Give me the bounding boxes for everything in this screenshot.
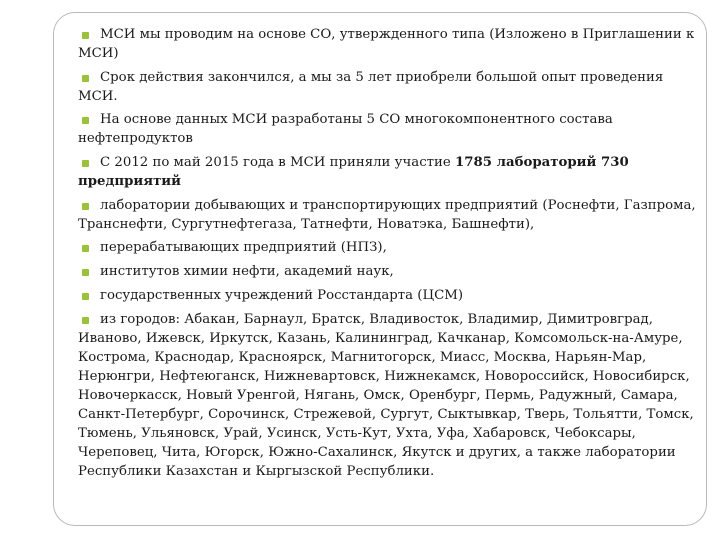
list-item	[78, 68, 698, 106]
list-item	[78, 196, 698, 234]
square-bullet-icon	[82, 245, 89, 252]
square-bullet-icon	[82, 293, 89, 300]
square-bullet-icon	[82, 32, 89, 39]
list-item-text: институтов химии нефти, академий наук,	[100, 264, 394, 280]
list-item	[78, 262, 698, 281]
list-item	[78, 110, 698, 148]
square-bullet-icon	[82, 203, 89, 210]
list-item-text: лаборатории добывающих и транспортирующих предприятий (Роснефти, Газпрома, Транснефти, Сургутнефтегаза, Татнефти, Новатэка, Башнефти),	[78, 197, 696, 232]
list-item-text: На основе данных МСИ разработаны 5 СО многокомпонентного состава нефтепродуктов	[78, 112, 613, 147]
square-bullet-icon	[82, 269, 89, 276]
list-item-text: С 2012 по май 2015 года в МСИ приняли участие	[100, 155, 455, 171]
list-item	[78, 153, 698, 191]
list-item	[78, 310, 698, 481]
list-item-text: из городов: Абакан, Барнаул, Братск, Владивосток, Владимир, Димитровград, Иваново, Ижевск, Иркутск, Казань, Калининград, Качканар, Комсомольск-на-Амуре, Кострома, Краснодар, Красноярск, Магнитогорск, Миасс, Москва, Нарьян-Мар, Нерюнгри, Нефтеюганск, Нижневартовск, Нижнекамск, Новороссийск, Новосибирск, Новочеркасск, Новый Уренгой, Нягань, Омск, Оренбург, Пермь, Радужный, Самара, Санкт-Петербург, Сорочинск, Стрежевой, Сургут, Сыктывкар, Тверь, Тольятти, Томск, Тюмень, Ульяновск, Урай, Усинск, Усть-Кут, Ухта, Уфа, Хабаровск, Чебоксары, Череповец, Чита, Югорск, Южно-Сахалинск, Якутск и других, а также лаборатории Республики Казахстан и Кыргызской Республики.	[78, 311, 694, 479]
list-item-text: Срок действия закончился, а мы за 5 лет приобрели большой опыт проведения МСИ.	[78, 69, 664, 104]
list-item	[78, 25, 698, 63]
bullet-list	[78, 25, 698, 485]
square-bullet-icon	[82, 75, 89, 82]
participants-count: 1785 лабораторий 730 предприятий	[78, 155, 629, 190]
square-bullet-icon	[82, 317, 89, 324]
list-item	[78, 286, 698, 305]
list-item-text: перерабатывающих предприятий (НПЗ),	[100, 240, 387, 256]
list-item-text: государственных учреждений Росстандарта (ЦСМ)	[100, 287, 464, 303]
square-bullet-icon	[82, 117, 89, 124]
square-bullet-icon	[82, 160, 89, 167]
list-item	[78, 238, 698, 257]
list-item-text: МСИ мы проводим на основе СО, утвержденного типа (Изложено в Приглашении к МСИ)	[78, 27, 695, 61]
